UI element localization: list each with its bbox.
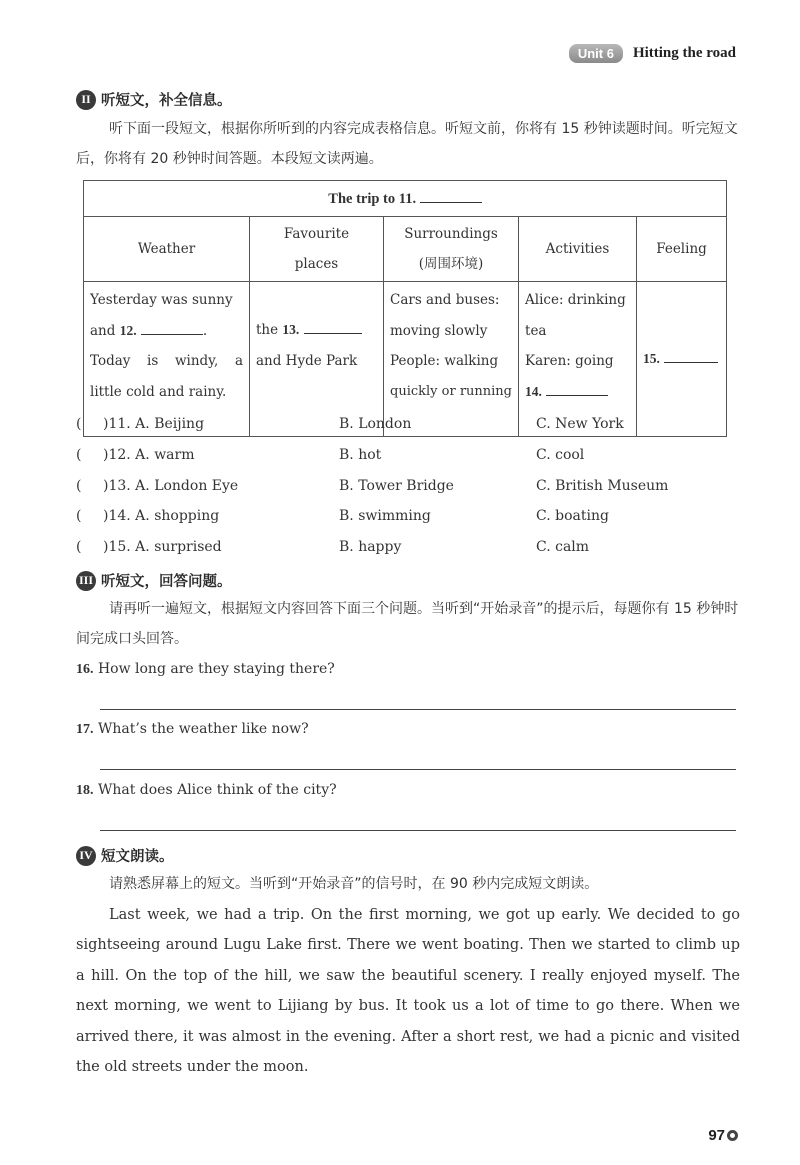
answer-blank-15[interactable]	[664, 350, 718, 363]
section-4-instructions: 请熟悉屏幕上的短文。当听到“开始录音”的信号时，在 90 秒内完成短文朗读。	[109, 876, 599, 892]
short-question-17: 17. What’s the weather like now?	[76, 721, 309, 737]
section-3-title: 听短文，回答问题。	[101, 574, 232, 590]
cell-activities: Alice: drinking tea Karen: going 14.	[519, 282, 637, 437]
answer-paren[interactable]: (	[76, 416, 82, 432]
section-3-heading	[76, 570, 232, 591]
cell-places: the 13. and Hyde Park	[250, 282, 384, 437]
section-3-number: III	[76, 571, 96, 591]
cell-feeling: 15.	[637, 282, 727, 437]
answer-line-16[interactable]	[100, 709, 736, 710]
cell-weather: Yesterday was sunny and 12. . Today is windy, a little cold and rainy.	[84, 282, 250, 437]
short-question-16: 16. How long are they staying there?	[76, 661, 335, 677]
answer-line-17[interactable]	[100, 769, 736, 770]
answer-blank-12[interactable]	[141, 322, 203, 335]
header-weather: Weather	[84, 217, 250, 282]
answer-paren[interactable]: (	[76, 478, 82, 494]
answer-blank-14[interactable]	[546, 383, 608, 396]
header-activities: Activities	[519, 217, 637, 282]
page-number: 97	[708, 1127, 738, 1144]
short-question-18: 18. What does Alice think of the city?	[76, 782, 337, 798]
section-4-number: IV	[76, 846, 96, 866]
answer-blank-13[interactable]	[304, 321, 362, 334]
answer-paren[interactable]: (	[76, 539, 82, 555]
table-caption-text: The trip to 11.	[328, 190, 417, 207]
header-surroundings: Surroundings (周围环境)	[384, 217, 519, 282]
answer-line-18[interactable]	[100, 830, 736, 831]
cell-surroundings: Cars and buses: moving slowly People: walking quickly or running	[384, 282, 519, 437]
answer-blank-11[interactable]	[420, 190, 482, 203]
page-header	[569, 44, 736, 63]
section-3-instructions: 请再听一遍短文，根据短文内容回答下面三个问题。当听到“开始录音”的提示后，每题你有 15 秒钟时间完成口头回答。	[76, 601, 739, 647]
header-feeling: Feeling	[637, 217, 727, 282]
section-2-heading	[76, 89, 232, 110]
reading-passage: Last week, we had a trip. On the first morning, we got up early. We decided to go sightseeing around Lugu Lake first. There we went boating. Then we started to climb up a hill. On the top of the hill, we saw the beautiful scenery. I really enjoyed myself. The next morning, we went to Lijiang by bus. It took us a lot of time to go there. When we arrived there, it was almost in the evening. After a short rest, we had a picnic and visited the old streets under the moon.	[76, 907, 740, 1076]
answer-paren[interactable]: (	[76, 508, 82, 524]
page-marker-icon	[727, 1130, 738, 1141]
unit-badge: Unit 6	[569, 44, 623, 63]
trip-table	[83, 180, 727, 437]
section-4-title: 短文朗读。	[101, 849, 174, 865]
header-favourite-places: Favourite places	[250, 217, 384, 282]
section-4-heading	[76, 845, 174, 866]
unit-title: Hitting the road	[632, 45, 736, 61]
table-caption	[84, 181, 727, 217]
answer-paren[interactable]: (	[76, 447, 82, 463]
section-2-title: 听短文，补全信息。	[101, 93, 232, 109]
section-2-number: II	[76, 90, 96, 110]
section-2-instructions: 听下面一段短文，根据你所听到的内容完成表格信息。听短文前，你将有 15 秒钟读题时间。听完短文后，你将有 20 秒钟时间答题。本段短文读两遍。	[76, 121, 738, 167]
